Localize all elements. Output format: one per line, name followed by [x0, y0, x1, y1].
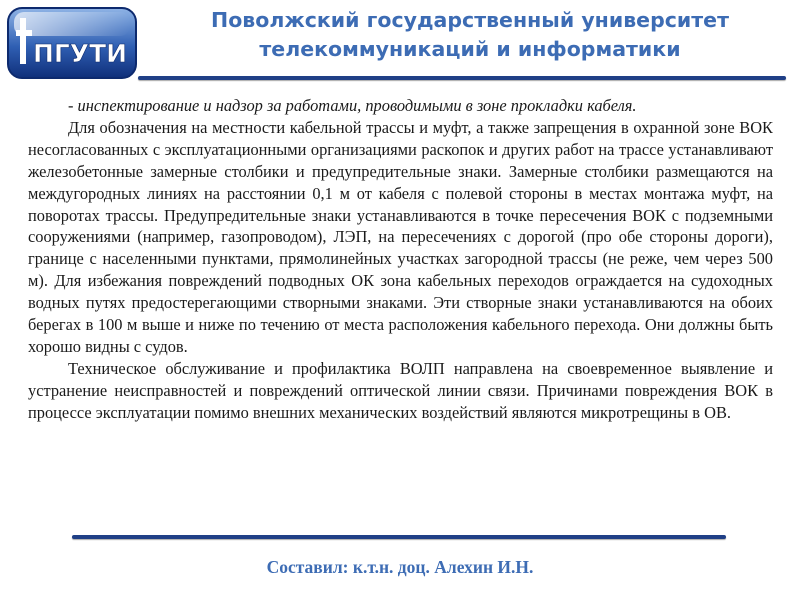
university-logo [6, 6, 138, 80]
text-paragraph-3: Техническое обслуживание и профилактика ВОЛП направлена на своевременное выявление и устранение неисправностей и повреждений оптической линии связи. Причинами повреждения ВОК в процессе эксплуатации помимо внешних механических воздействий являются микротрещины в ОВ. [28, 358, 773, 422]
text-paragraph-2: Для обозначения на местности кабельной трассы и муфт, а также запрещения в охранной зоне ВОК несогласованных с эксплуатационными организациями раскопок и других работ на трассе устанавливают железобетонные замерные столбики и предупредительные знаки. Замерные столбики размещаются на междугородных линиях на расстоянии 0,1 м от кабеля с полевой стороны в местах монтажа муфт, на поворотах трассы. Предупредительные знаки устанавливаются в точке пересечения ВОК с подземными сооружениями (например, газопроводом), ЛЭП, на пересечениях с дорогой (про обе стороны дороги), границе с населенными пунктами, прямолинейных участках загородной трассы (не реже, чем через 500 м). Для избежания повреждений подводных ОК зона кабельных переходов ограждается на судоходных водных путях предостерегающими створными знаками. Эти створные знаки устанавливаются на обоих берегах в 100 м выше и ниже по течению от места расположения кабельного перехода. Они должны быть хорошо видны с судов. [28, 117, 773, 356]
title-line-2: телекоммуникаций и информатики [259, 37, 681, 61]
main-text [28, 95, 773, 424]
svg-text:ПГУТИ: ПГУТИ [32, 39, 128, 68]
logo-emblem-icon [6, 6, 138, 80]
author-credit: Составил: к.т.н. доц. Алехин И.Н. [266, 557, 534, 577]
header-divider [138, 76, 786, 80]
footer-divider [72, 535, 726, 539]
text-paragraph-1: - инспектирование и надзор за работами, проводимыми в зоне прокладки кабеля. [68, 96, 637, 115]
page-title [150, 6, 790, 64]
title-line-1: Поволжский государственный университет [211, 8, 729, 32]
